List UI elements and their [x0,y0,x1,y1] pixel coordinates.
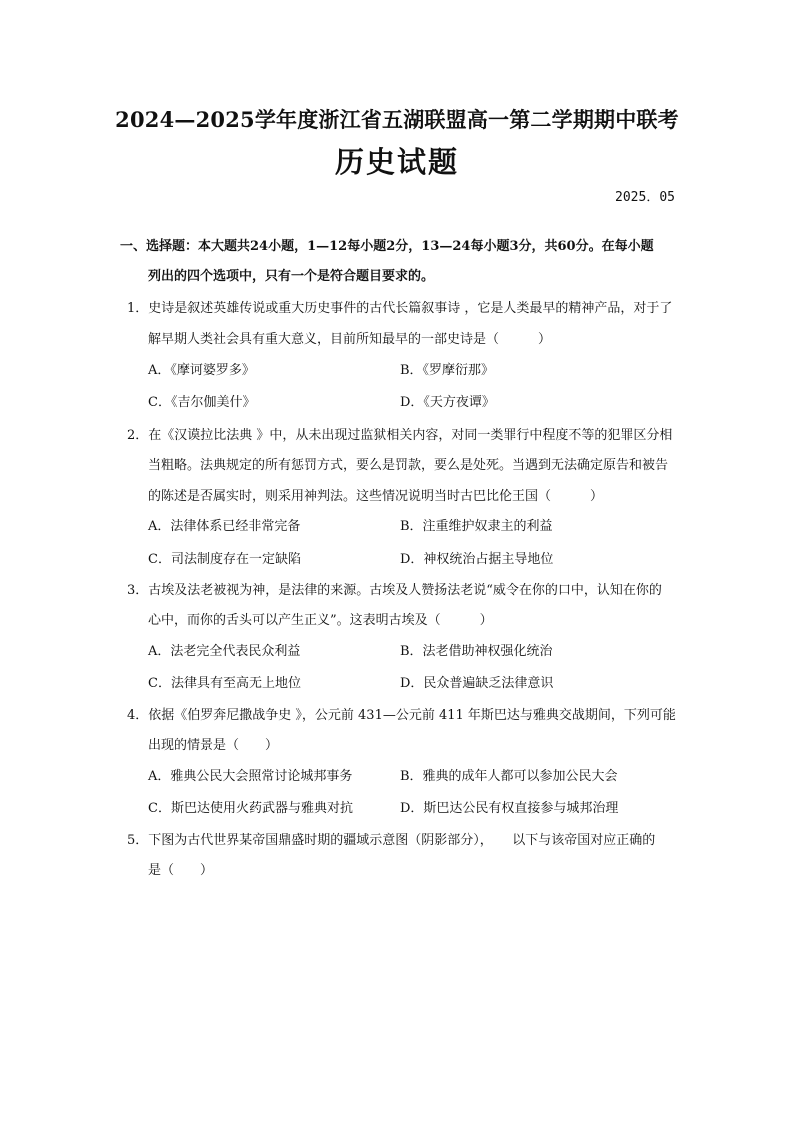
section-heading-line-2: 列出的四个选项中，只有一个是符合题目要求的。 [148,269,435,284]
question-2-option-c: C．司法制度存在一定缺陷 [148,552,301,567]
question-3-option-a: A．法老完全代表民众利益 [148,644,301,659]
question-3-option-b: B．法老借助神权强化统治 [400,644,553,659]
question-1-stem-line-2: 解早期人类社会具有重大意义，目前所知最早的一部史诗是（ ） [148,332,552,347]
section-heading-line-1: 一、选择题：本大题共24小题，1—12每小题2分，13—24每小题3分，共60分。在每小题 [120,239,654,254]
question-3-option-c: C．法律具有至高无上地位 [148,676,301,691]
question-3-stem-line-2: 心中，而你的舌头可以产生正义”。这表明古埃及（ ） [148,613,493,628]
exam-subtitle: 历史试题 [334,145,459,179]
question-2-stem-line-3: 的陈述是否属实时，则采用神判法。这些情况说明当时古巴比伦王国（ ） [148,489,604,504]
question-2-option-d: D．神权统治占据主导地位 [400,552,554,567]
question-4-stem-line-2: 出现的情景是（ ） [148,738,279,753]
question-2-option-a: A．法律体系已经非常完备 [148,519,301,534]
question-2-stem-line-1: 2．在《汉谟拉比法典 》中，从未出现过监狱相关内容，对同一类罪行中程度不等的犯罪区分相 [127,428,673,443]
question-3-stem-line-1: 3．古埃及法老被视为神，是法律的来源。古埃及人赞扬法老说“威令在你的口中，认知在你的 [127,583,662,598]
question-5-stem-line-1: 5．下图为古代世界某帝国鼎盛时期的疆域示意图（阴影部分）， 以下与该帝国对应正确的 [127,833,656,848]
question-4-option-c: C．斯巴达使用火药武器与雅典对抗 [148,801,353,816]
question-5-stem-line-2: 是（ ） [148,863,214,878]
question-2-option-b: B．注重维护奴隶主的利益 [400,519,553,534]
question-4-option-b: B．雅典的成年人都可以参加公民大会 [400,769,618,784]
question-1-option-c: C．《吉尔伽美什》 [148,395,256,410]
question-4-option-a: A．雅典公民大会照常讨论城邦事务 [148,769,353,784]
exam-date: 2025．05 [615,190,675,205]
question-1-option-b: B．《罗摩衍那》 [400,363,495,378]
question-1-option-a: A．《摩诃婆罗多》 [148,363,255,378]
question-2-stem-line-2: 当粗略。法典规定的所有惩罚方式，要么是罚款，要么是处死。当遇到无法确定原告和被告 [148,458,669,473]
question-1-stem-line-1: 1．史诗是叙述英雄传说或重大历史事件的古代长篇叙事诗 ，它是人类最早的精神产品，对于了 [127,301,673,316]
question-3-option-d: D．民众普遍缺乏法律意识 [400,676,554,691]
question-1-option-d: D．《天方夜谭》 [400,395,495,410]
question-4-option-d: D．斯巴达公民有权直接参与城邦治理 [400,801,619,816]
question-4-stem-line-1: 4．依据《伯罗奔尼撒战争史 》，公元前 431—公元前 411 年斯巴达与雅典交战期间，下列可能 [127,708,676,723]
exam-title: 2024—2025学年度浙江省五湖联盟高一第二学期期中联考 [115,107,679,132]
